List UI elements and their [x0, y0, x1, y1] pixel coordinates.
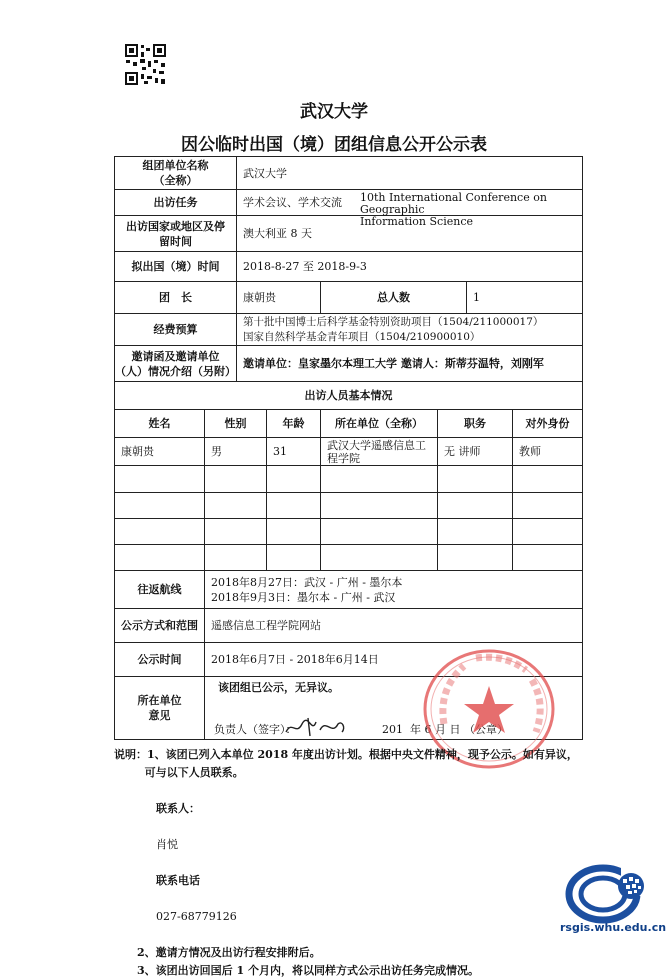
person-identity: 教师: [519, 445, 541, 458]
person-unit: 武汉大学遥感信息工 程学院: [327, 438, 426, 465]
form-title: 因公临时出国（境）团组信息公开公示表: [181, 135, 487, 155]
period-value: 2018年6月7日 - 2018年6月14日: [211, 653, 379, 666]
opinion-label: 所在单位 意见: [137, 694, 182, 722]
person-gender: 男: [211, 445, 222, 458]
contact-label: 联系人：: [156, 802, 200, 815]
org-unit-value: 武汉大学: [243, 166, 287, 180]
leader-label: 团 长: [159, 291, 192, 304]
opinion-text: 该团组已公示，无异议。: [218, 681, 339, 694]
date-prefix: 201: [382, 723, 403, 736]
invite-label: 邀请函及邀请单位 （人）情况介绍（另附）: [115, 349, 236, 378]
col-header-unit: 所在单位（全称）: [335, 417, 423, 430]
task-value: 学术会议、学术交流: [243, 196, 342, 209]
phone-value: 027-68779126: [156, 910, 237, 923]
task-detail: 10th International Conference on Geographic Information Science: [360, 191, 547, 228]
note-line-4: 3、该团出访回国后 1 个月内，将以同样方式公示出访任务完成情况。: [114, 964, 479, 977]
sign-line: 负责人（签字）：: [214, 723, 297, 736]
notes-section: [114, 746, 584, 980]
total-label: 总人数: [377, 291, 410, 304]
period-label: 公示时间: [137, 653, 182, 666]
route-value: 2018年8月27日：武汉 - 广州 - 墨尔本 2018年9月3日：墨尔本 - 广州 - 武汉: [211, 575, 403, 604]
university-title: 武汉大学: [300, 102, 368, 122]
contact-name: 肖悦: [156, 838, 178, 851]
total-value: 1: [473, 291, 480, 304]
dates-label: 拟出国（境）时间: [131, 260, 220, 273]
dates-value: 2018-8-27 至 2018-9-3: [243, 260, 367, 273]
person-name: 康朝贵: [121, 445, 154, 458]
note-line-3: 2、邀请方情况及出访行程安排附后。: [114, 946, 321, 959]
col-header-name: 姓名: [148, 417, 171, 430]
org-unit-label: 组团单位名称 （全称）: [142, 159, 209, 187]
col-header-position: 职务: [464, 417, 486, 430]
country-value: 澳大利亚 8 天: [243, 227, 312, 240]
date-suffix: 年 6 月 日 （公章）: [410, 723, 508, 736]
method-value: 遥感信息工程学院网站: [211, 619, 321, 632]
phone-label: 联系电话: [156, 874, 200, 887]
task-label: 出访任务: [153, 196, 198, 209]
col-header-age: 年龄: [282, 417, 305, 430]
col-header-gender: 性别: [224, 417, 247, 430]
budget-value: 第十批中国博士后科学基金特别资助项目（1504/211000017） 国家自然科学基金青年项目（1504/210900010）: [243, 315, 544, 343]
footer-url: rsgis.whu.edu.cn: [560, 921, 667, 934]
note-line-1: 说明：1、该团已列入本单位 2018 年度出访计划。根据中央文件精神，现予公示。如有异议，: [114, 748, 578, 761]
rsgis-logo: [565, 862, 655, 924]
person-position: 无 讲师: [444, 445, 481, 458]
note-line-2: 可与以下人员联系。: [114, 766, 244, 779]
leader-value: 康朝贵: [243, 291, 276, 304]
qr-code: [124, 43, 167, 86]
personnel-title: 出访人员基本情况: [304, 389, 393, 402]
country-label: 出访国家或地区及停 留时间: [126, 219, 225, 248]
budget-label: 经费预算: [153, 323, 198, 336]
route-label: 往返航线: [137, 583, 182, 596]
col-header-identity: 对外身份: [525, 417, 570, 430]
person-age: 31: [273, 445, 287, 458]
method-label: 公示方式和范围: [121, 619, 198, 632]
handwritten-signature: [282, 714, 352, 740]
invite-value: 邀请单位：皇家墨尔本理工大学 邀请人：斯蒂芬温特，刘刚军: [243, 357, 544, 370]
